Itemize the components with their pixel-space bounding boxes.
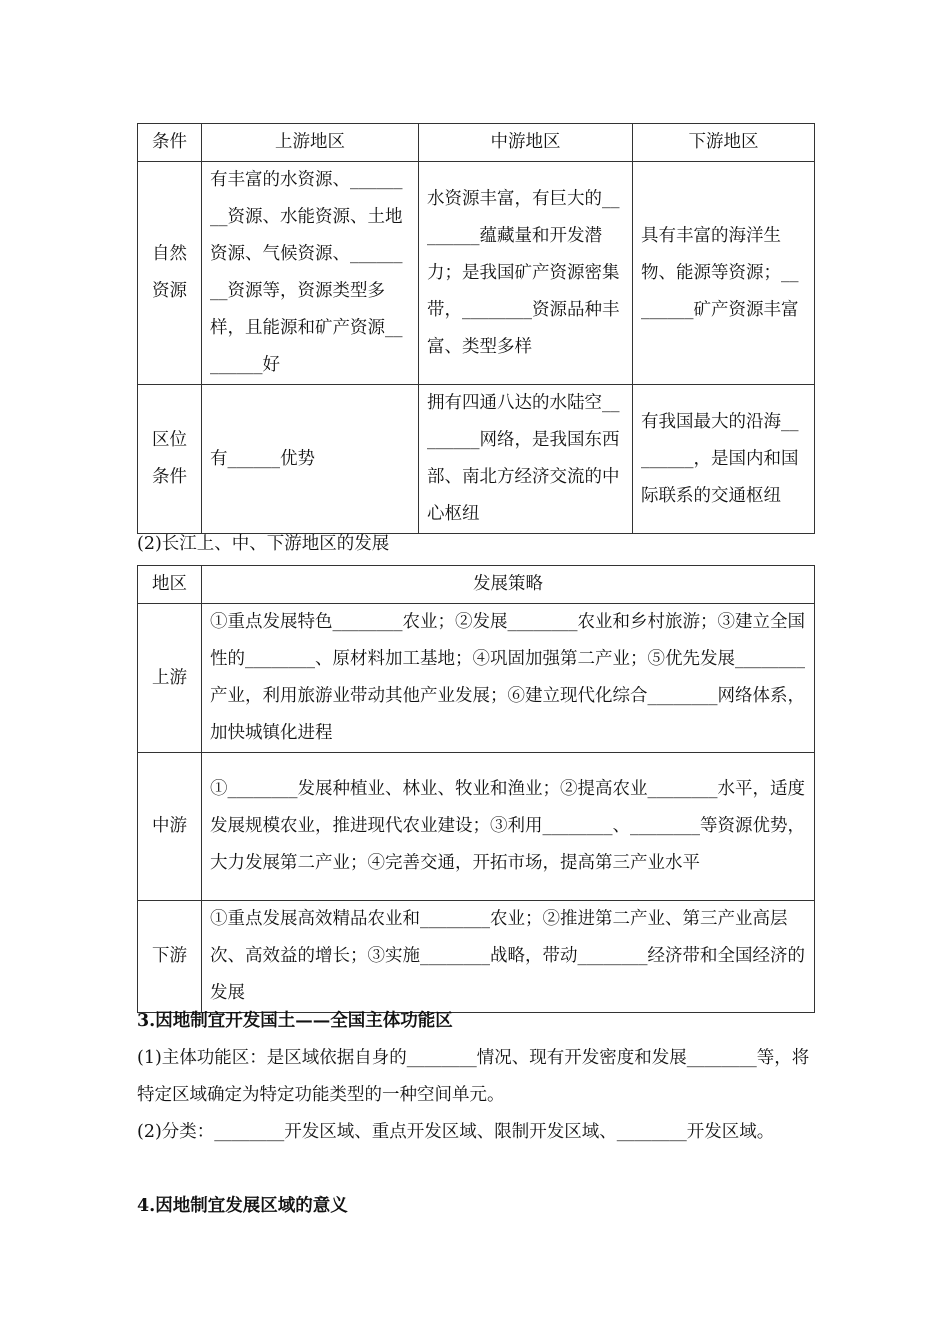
row-label-location: 区位条件	[138, 385, 202, 534]
section-3-heading: 3.因地制宜开发国土——全国主体功能区	[137, 1011, 453, 1031]
cell-upstream-location: 有______优势	[202, 385, 419, 534]
cell-upstream-resources: 有丰富的水资源、________资源、水能资源、土地资源、气候资源、________资源等，资源类型多样，且能源和矿产资源________好	[202, 162, 419, 385]
strategy-downstream: ①重点发展高效精品农业和________农业；②推进第二产业、第三产业高层次、高效益的增长；③实施________战略，带动________经济带和全国经济的发展	[202, 901, 815, 1013]
section-4-heading: 4.因地制宜发展区域的意义	[137, 1196, 348, 1216]
strategy-upstream: ①重点发展特色________农业；②发展________农业和乡村旅游；③建立全国性的________、原材料加工基地；④巩固加强第二产业；⑤优先发展________产业，利用旅游业带动其他产业发展；⑥建立现代化综合________网络体系，加快城镇化进程	[202, 604, 815, 753]
table-header-row	[138, 566, 815, 604]
region-upstream: 上游	[138, 604, 202, 753]
cell-downstream-resources: 具有丰富的海洋生物、能源等资源；________矿产资源丰富	[633, 162, 815, 385]
strategy-midstream: ①________发展种植业、林业、牧业和渔业；②提高农业________水平，适度发展规模农业，推进现代农业建设；③利用________、________等资源优势，大力发展第二产业；④完善交通，开拓市场，提高第三产业水平	[202, 753, 815, 901]
section-3-paragraph-1: (1)主体功能区：是区域依据自身的________情况、现有开发密度和发展________等，将特定区域确定为特定功能类型的一种空间单元。	[137, 1048, 810, 1105]
row-label-natural-resources: 自然资源	[138, 162, 202, 385]
region-midstream: 中游	[138, 753, 202, 901]
section-3-paragraph-2: (2)分类：________开发区域、重点开发区域、限制开发区域、________开发区域。	[137, 1122, 775, 1142]
cell-midstream-location: 拥有四通八达的水陆空________网络，是我国东西部、南北方经济交流的中心枢纽	[419, 385, 633, 534]
resource-conditions-table	[137, 123, 815, 534]
header-region: 地区	[138, 566, 202, 604]
cell-midstream-resources: 水资源丰富，有巨大的________蕴藏量和开发潜力；是我国矿产资源密集带，________资源品种丰富、类型多样	[419, 162, 633, 385]
header-condition: 条件	[138, 124, 202, 162]
table-row	[138, 901, 815, 1013]
table-row	[138, 385, 815, 534]
section-2-heading: (2)长江上、中、下游地区的发展	[137, 534, 390, 554]
cell-downstream-location: 有我国最大的沿海________，是国内和国际联系的交通枢纽	[633, 385, 815, 534]
table-row	[138, 604, 815, 753]
development-strategy-table	[137, 565, 815, 1013]
header-downstream: 下游地区	[633, 124, 815, 162]
header-strategy: 发展策略	[202, 566, 815, 604]
table-row	[138, 753, 815, 901]
table-row	[138, 162, 815, 385]
region-downstream: 下游	[138, 901, 202, 1013]
header-midstream: 中游地区	[419, 124, 633, 162]
header-upstream: 上游地区	[202, 124, 419, 162]
table-header-row	[138, 124, 815, 162]
